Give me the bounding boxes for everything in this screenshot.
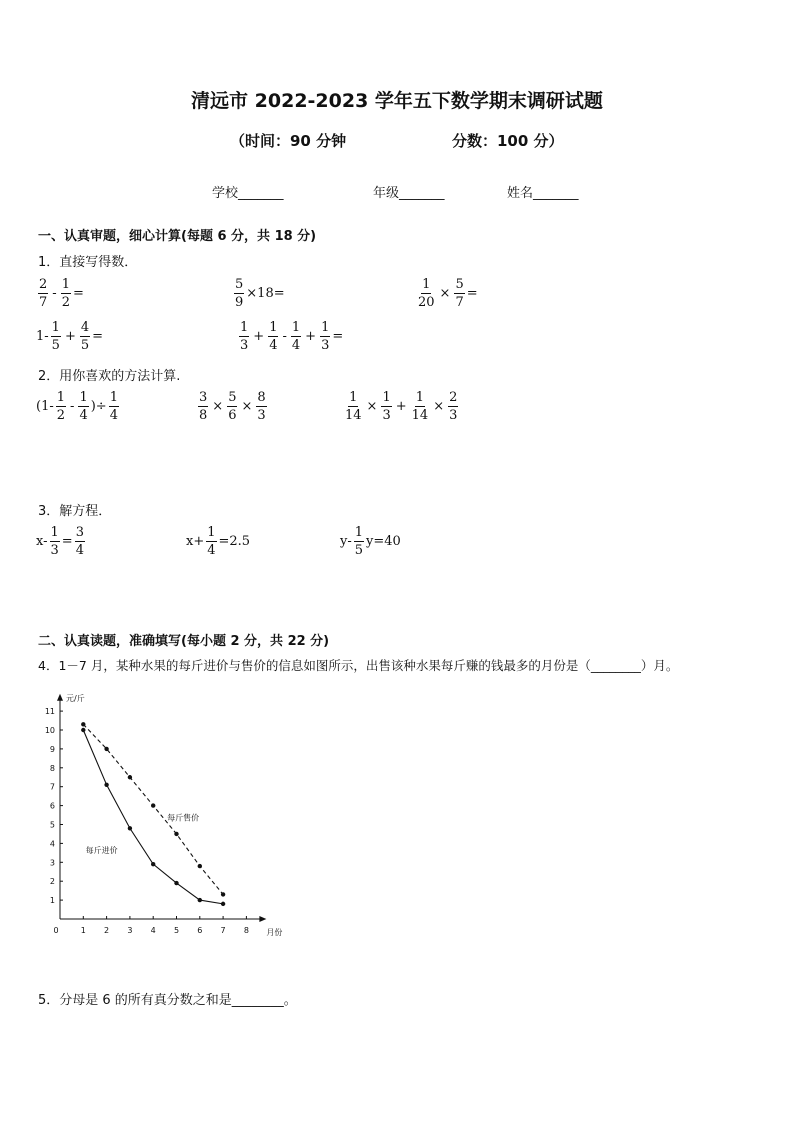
y-tick-label: 5 <box>49 820 55 830</box>
q1-expr-2: $\frac{5}{9}$ ×18 = <box>235 277 285 310</box>
q1-expr-5: $\frac{1}{3}$ + $\frac{1}{4}$ - $\frac{1}{4}$ + $\frac{1}{3}$ = <box>240 320 344 353</box>
fraction: $\frac{3}{8}$ <box>199 390 208 423</box>
q1-prompt: 1．直接写得数． <box>38 255 138 270</box>
series-label-sell: 每斤售价 <box>167 813 200 823</box>
fraction: $\frac{5}{9}$ <box>235 277 244 310</box>
section1-heading: 一、认真审题，细心计算(每题 6 分，共 18 分) <box>38 229 317 244</box>
series-label-buy: 每斤进价 <box>85 845 118 855</box>
fraction: $\frac{2}{7}$ <box>39 277 48 310</box>
fraction: $\frac{4}{5}$ <box>80 320 90 353</box>
y-tick-label: 10 <box>44 726 55 735</box>
x-tick-label: 2 <box>104 926 110 935</box>
fraction: $\frac{2}{3}$ <box>449 390 458 423</box>
fraction: $\frac{1}{3}$ <box>240 320 249 353</box>
x-tick-label: 0 <box>53 926 59 935</box>
q2-expr-2: $\frac{3}{8}$ × $\frac{5}{6}$ × $\frac{8}{3}$ <box>199 390 266 423</box>
y-tick-label: 9 <box>49 744 55 754</box>
y-tick-label: 2 <box>49 877 55 887</box>
data-point <box>198 864 202 868</box>
y-tick-label: 7 <box>49 782 55 792</box>
data-point <box>104 783 108 787</box>
q1-expr-1: $\frac{2}{7}$ - $\frac{1}{2}$ = <box>39 277 84 310</box>
x-tick-label: 6 <box>197 926 203 935</box>
x-tick-label: 3 <box>127 926 133 935</box>
x-tick-label: 7 <box>220 926 226 935</box>
q3-expr-3: y- $\frac{1}{5}$ y=40 <box>340 525 401 558</box>
fraction: $\frac{5}{6}$ <box>228 390 237 423</box>
y-axis-label: 元/斤 <box>66 694 85 703</box>
data-point <box>221 892 225 896</box>
fraction: $\frac{1}{5}$ <box>51 320 60 353</box>
y-tick-label: 4 <box>49 839 55 849</box>
fraction: $\frac{1}{4}$ <box>291 320 301 353</box>
fraction: $\frac{1}{14}$ <box>411 390 429 423</box>
fraction: $\frac{1}{3}$ <box>382 390 391 423</box>
fraction: $\frac{1}{4}$ <box>269 320 278 353</box>
data-point <box>128 826 132 830</box>
q3-expr-1: x- $\frac{1}{3}$ = $\frac{3}{4}$ <box>36 525 84 558</box>
data-point <box>198 898 202 902</box>
data-point <box>221 902 225 906</box>
data-point <box>174 881 178 885</box>
q2-expr-1: (1- $\frac{1}{2}$ - $\frac{1}{4}$ )÷ $\frac{1}{4}$ <box>36 390 118 423</box>
y-tick-label: 11 <box>44 707 55 717</box>
q2-expr-3: $\frac{1}{14}$ × $\frac{1}{3}$ + $\frac{1}{14}$ × $\frac{2}{3}$ <box>345 390 458 423</box>
x-tick-label: 5 <box>173 926 180 935</box>
fraction: $\frac{1}{5}$ <box>354 525 364 558</box>
y-tick-label: 1 <box>49 896 55 906</box>
x-axis-arrow <box>259 916 266 922</box>
data-point <box>128 775 132 779</box>
fraction: $\frac{1}{4}$ <box>207 525 216 558</box>
data-point <box>81 722 85 726</box>
fraction: $\frac{8}{3}$ <box>257 390 266 423</box>
fraction: $\frac{1}{14}$ <box>345 390 362 423</box>
fraction: $\frac{1}{2}$ <box>61 277 70 310</box>
y-axis-arrow <box>57 694 63 701</box>
data-point <box>151 803 155 807</box>
series-line-1 <box>83 724 223 894</box>
fraction: $\frac{1}{3}$ <box>50 525 59 558</box>
fraction: $\frac{1}{4}$ <box>109 390 118 423</box>
q3-expr-2: x+ $\frac{1}{4}$ =2.5 <box>186 525 251 558</box>
y-tick-label: 6 <box>49 801 55 811</box>
q2-prompt: 2．用你喜欢的方法计算. <box>38 369 181 384</box>
x-tick-label: 4 <box>150 926 156 935</box>
x-tick-label: 8 <box>243 926 249 935</box>
exam-score: 分数：100 分） <box>452 132 564 150</box>
series-line-2 <box>83 730 223 904</box>
section2-heading: 二、认真读题，准确填写(每小题 2 分，共 22 分) <box>38 634 330 649</box>
y-tick-label: 3 <box>49 858 55 868</box>
name-field: 姓名_______ <box>507 186 579 201</box>
q1-expr-3: $\frac{1}{20}$ × $\frac{5}{7}$ = <box>418 277 478 310</box>
fraction: $\frac{1}{3}$ <box>321 320 330 353</box>
price-chart <box>38 686 298 946</box>
data-point <box>151 862 155 866</box>
page-title: 清远市 2022-2023 学年五下数学期末调研试题 <box>191 90 603 112</box>
data-point <box>81 728 85 732</box>
q4-text: 4．1－7 月，某种水果的每斤进价与售价的信息如图所示，出售该种水果每斤赚的钱最多的月份是（________）月。 <box>38 658 679 673</box>
y-tick-label: 8 <box>49 763 55 773</box>
fraction: $\frac{5}{7}$ <box>455 277 464 310</box>
fraction: $\frac{1}{20}$ <box>418 277 435 310</box>
fraction: $\frac{1}{2}$ <box>56 390 66 423</box>
x-axis-label: 月份 <box>266 928 283 937</box>
school-field: 学校_______ <box>212 186 284 201</box>
q3-prompt: 3．解方程． <box>38 504 112 519</box>
fraction: $\frac{3}{4}$ <box>75 525 84 558</box>
exam-time: （时间：90 分钟 <box>230 132 347 150</box>
fraction: $\frac{1}{4}$ <box>79 390 88 423</box>
x-tick-label: 1 <box>80 926 86 935</box>
q1-expr-4: 1- $\frac{1}{5}$ + $\frac{4}{5}$ = <box>36 320 104 353</box>
grade-field: 年级_______ <box>373 186 445 201</box>
data-point <box>104 747 108 751</box>
data-point <box>174 832 178 836</box>
q5-text: 5．分母是 6 的所有真分数之和是________。 <box>38 993 297 1008</box>
